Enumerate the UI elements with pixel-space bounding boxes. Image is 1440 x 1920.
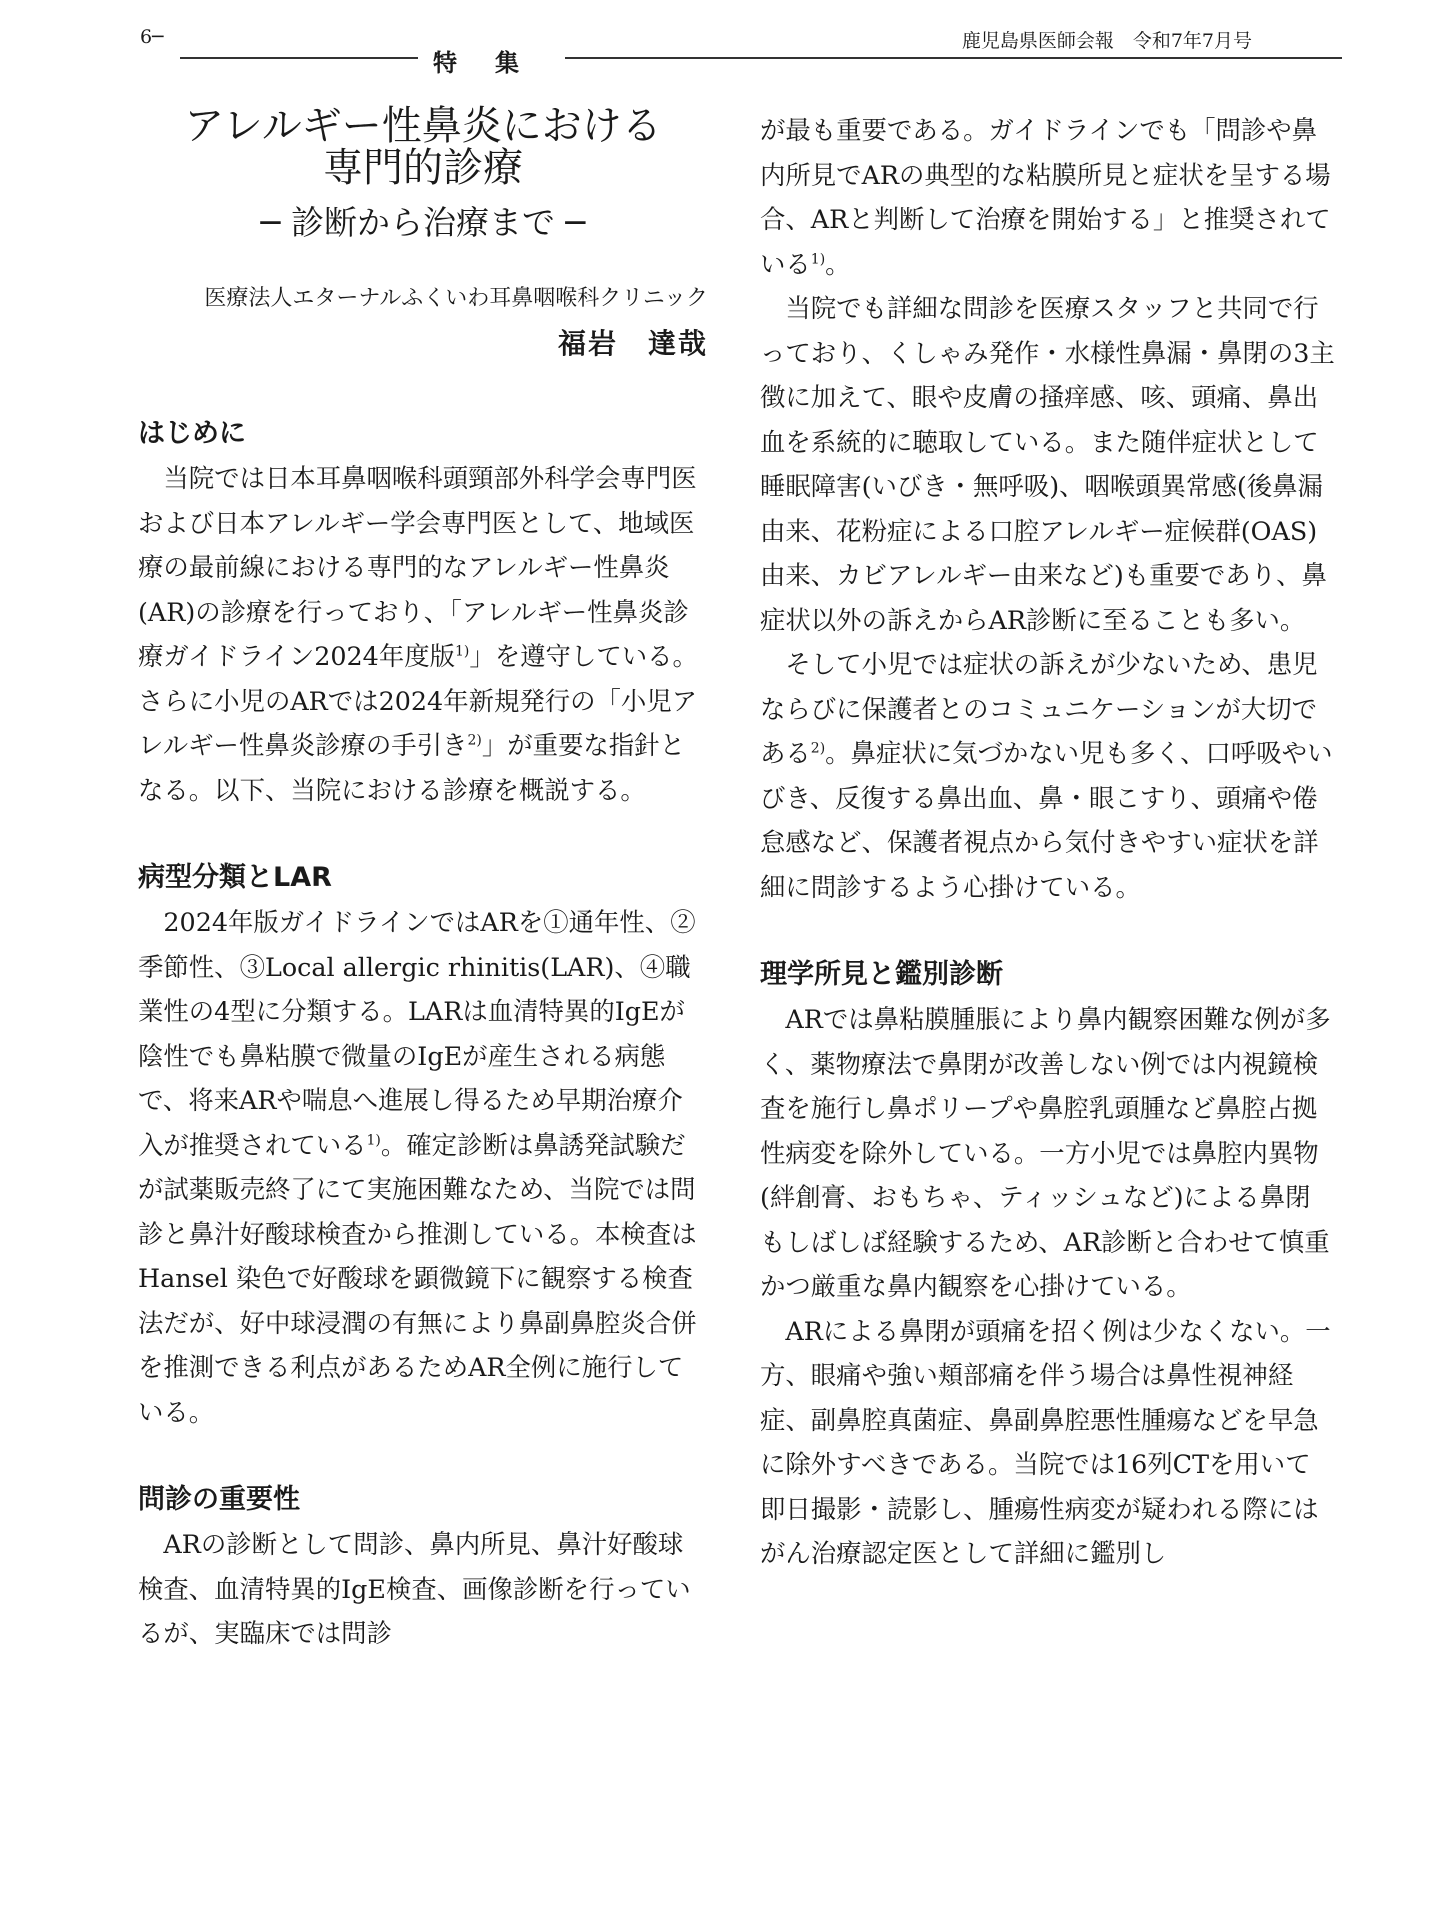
- intro-text-2: 」を遵守している。さらに小児のARでは2024年新規発行の「小児アレルギー性鼻炎診療の手引き: [138, 641, 698, 760]
- lar-text-2: 。確定診断は鼻誘発試験だが試薬販売終了にて実施困難なため、当院では問診と鼻汁好酸球検査から推測している。本検査はHansel 染色で好酸球を顕微鏡下に観察する検査法だが、好中球浸潤の有無により鼻副鼻腔炎合併を推測できる利点があるためAR全例に施行している。: [138, 1129, 697, 1427]
- heading-intro: はじめに: [138, 418, 246, 449]
- article-title: [138, 105, 708, 189]
- heading-interview: 問診の重要性: [138, 1484, 300, 1515]
- left-column: [138, 105, 708, 1656]
- interview-text-end: 。: [825, 248, 851, 279]
- paragraph-interview-2: 当院でも詳細な問診を医療スタッフと共同で行っており、くしゃみ発作・水様性鼻漏・鼻閉の3主徴に加えて、眼や皮膚の掻痒感、咳、頭痛、鼻出血を系統的に聴取している。また随伴症状として睡眠障害(いびき・無呼吸)、咽喉頭異常感(後鼻漏由来、花粉症による口腔アレルギー症候群(OAS)由来、カビアレルギー由来など)も重要であり、鼻症状以外の訴えからAR診断に至ることも多い。: [760, 293, 1335, 635]
- lar-text-1: 2024年版ガイドラインではARを①通年性、②季節性、③Local allergic rhinitis(LAR)、④職業性の4型に分類する。LARは血清特異的IgEが陰性でも鼻粘膜で微量のIgEが産生される病態で、将来ARや喘息へ進展し得るため早期治療介入が推奨されている: [138, 907, 696, 1160]
- paragraph-exam-1: ARでは鼻粘膜腫脹により鼻内観察困難な例が多く、薬物療法で鼻閉が改善しない例では内視鏡検査を施行し鼻ポリープや鼻腔乳頭腫など鼻腔占拠性病変を除外している。一方小児では鼻腔内異物(絆創膏、おもちゃ、ティッシュなど)による鼻閉もしばしば経験するため、AR診断と合わせて慎重かつ厳重な鼻内観察を心掛けている。: [760, 1004, 1331, 1301]
- title-line-2: 専門的診療: [323, 145, 523, 191]
- heading-lar: 病型分類とLAR: [138, 862, 332, 893]
- paragraph-interview-start: ARの診断として問診、鼻内所見、鼻汁好酸球検査、血清特異的IgE検査、画像診断を行っているが、実臨床では問診: [138, 1529, 691, 1648]
- intro-text-1: 当院では日本耳鼻咽喉科頭頸部外科学会専門医および日本アレルギー学会専門医として、地域医療の最前線における専門的なアレルギー性鼻炎(AR)の診療を行っており、「アレルギー性鼻炎診療ガイドライン2024年度版: [138, 463, 697, 671]
- paragraph-lar: [138, 900, 708, 1434]
- right-column: [760, 108, 1335, 1576]
- heading-exam: 理学所見と鑑別診断: [760, 959, 1003, 990]
- paragraph-intro: [138, 456, 708, 812]
- header-rule-right: [565, 57, 1342, 59]
- interview-text-3: そして小児では症状の訴えが少ないため、患児ならびに保護者とのコミュニケーションが大切である: [760, 649, 1318, 768]
- reference-1: 1): [455, 643, 470, 660]
- author-name: 福岩 達哉: [557, 327, 708, 360]
- title-line-1: アレルギー性鼻炎における: [184, 103, 662, 149]
- journal-name: 鹿児島県医師会報 令和7年7月号: [961, 30, 1252, 52]
- page-number: 6─: [140, 26, 164, 48]
- section-label: 特集: [433, 49, 557, 77]
- intro-text-3: 」が重要な指針となる。以下、当院における診療を概説する。: [138, 730, 685, 805]
- paragraph-interview-3: [760, 642, 1335, 909]
- author-affiliation: 医療法人エターナルふくいわ耳鼻咽喉科クリニック: [204, 286, 708, 311]
- reference-1: 1): [810, 251, 826, 268]
- page-header: [140, 26, 1342, 77]
- reference-1: 1): [366, 1132, 381, 1149]
- header-rule-left: [180, 57, 418, 59]
- interview-text-3b: 。鼻症状に気づかない児も多く、口呼吸やいびき、反復する鼻出血、鼻・眼こすり、頭痛や倦怠感など、保護者視点から気付きやすい症状を詳細に問診するよう心掛けている。: [760, 738, 1333, 902]
- interview-text-cont: が最も重要である。ガイドラインでも「問診や鼻内所見でARの典型的な粘膜所見と症状を呈する場合、ARと判断して治療を開始する」と推奨されている: [760, 115, 1331, 279]
- article-subtitle: ─ 診断から治療まで ─: [260, 203, 586, 242]
- reference-2: 2): [810, 740, 826, 757]
- reference-2: 2): [467, 732, 482, 749]
- paragraph-interview-continued: [760, 108, 1335, 286]
- paragraph-exam-2: ARによる鼻閉が頭痛を招く例は少なくない。一方、眼痛や強い頬部痛を伴う場合は鼻性視神経症、副鼻腔真菌症、鼻副鼻腔悪性腫瘍などを早急に除外すべきである。当院では16列CTを用いて即日撮影・読影し、腫瘍性病変が疑われる際にはがん治療認定医として詳細に鑑別し: [760, 1315, 1331, 1568]
